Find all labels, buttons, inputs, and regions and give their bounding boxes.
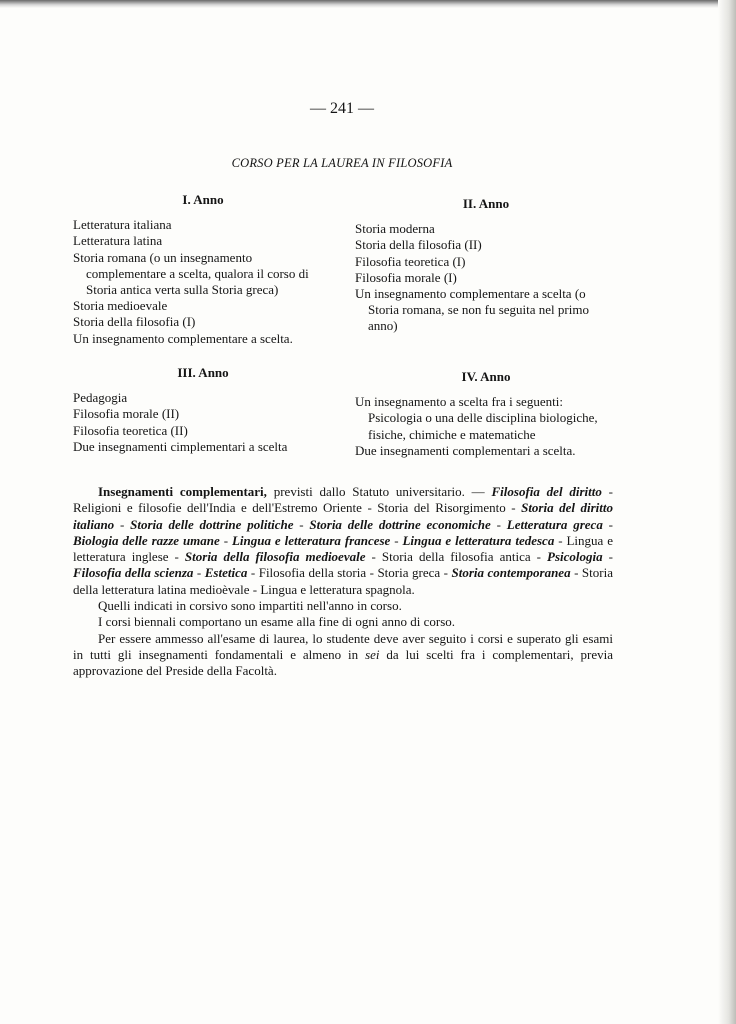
complementari-paragraph <box>73 484 613 598</box>
course-item: Filosofia teoretica (II) <box>73 422 188 438</box>
text-segment: - <box>114 516 131 532</box>
course-item: Letteratura latina <box>73 233 163 249</box>
year-heading: IV. Anno <box>461 369 511 384</box>
year-heading: III. Anno <box>177 365 229 380</box>
text-segment: da lui scelti fra i complementari, previa approvazione del Preside della Facoltà. <box>73 646 613 679</box>
course-item: Storia della filosofia (I) <box>73 314 196 330</box>
text-segment: - <box>490 516 507 532</box>
course-item: Filosofia teoretica (I) <box>355 253 466 269</box>
text-segment: previsti dallo Statuto universitario. — <box>266 484 492 499</box>
course-name-italic: Estetica <box>204 565 248 581</box>
note-biennali: I corsi biennali comportano un esame alla fine di ogni anno di corso. <box>98 614 456 630</box>
course-name-italic: Storia delle dottrine politiche <box>130 516 294 532</box>
course-item: Filosofia morale (II) <box>73 406 180 422</box>
course-item: Storia medioevale <box>73 298 168 314</box>
final-paragraph <box>73 631 613 680</box>
year-3-block <box>73 365 333 455</box>
course-name-italic: Filosofia del diritto <box>491 484 602 499</box>
year-heading: I. Anno <box>182 192 224 207</box>
text-segment: - Storia della letteratura latina medioèvale - Lingua e letteratura spagnola. <box>73 565 613 597</box>
text-segment: - Religioni e filosofie dell'India e dell'Estremo Oriente - Storia del Risorgimento - <box>73 484 613 516</box>
year-4-block <box>355 369 617 459</box>
page-number: — 241 — <box>310 100 374 117</box>
course-name-italic: Lingua e letteratura tedesca <box>402 532 555 548</box>
scan-right-edge <box>718 0 736 1024</box>
text-segment: - <box>293 516 310 532</box>
course-name-italic: Storia del diritto italiano <box>73 500 613 532</box>
scan-top-edge <box>0 0 736 8</box>
course-item: Un insegnamento a scelta fra i seguenti: Psicologia o una delle disciplina biologiche, fisiche, chimiche e matematiche <box>355 394 598 442</box>
course-item: Storia della filosofia (II) <box>355 237 482 253</box>
course-item: Pedagogia <box>73 390 128 406</box>
course-item: Filosofia morale (I) <box>355 269 457 285</box>
year-1-block <box>73 192 333 347</box>
text-segment: - <box>219 532 232 548</box>
text-segment: - <box>193 565 205 581</box>
text-segment: Per essere ammesso all'esame di laurea, lo studente deve aver seguito i corsi e superato gli esami in tutti gli insegnamenti fondamentali e almeno in <box>73 630 613 662</box>
section-lead: Insegnamenti complementari, <box>98 484 267 499</box>
note-italic: Quelli indicati in corsivo sono impartiti nell'anno in corso. <box>98 598 402 614</box>
year-heading: II. Anno <box>462 196 510 211</box>
text-segment: - <box>390 532 403 548</box>
complementari-section <box>73 484 613 680</box>
text-segment: - <box>602 516 613 532</box>
course-item: Due insegnamenti cimplementari a scelta <box>73 438 288 454</box>
course-name-italic: Biologia delle razze umane <box>73 532 220 548</box>
course-name-italic: Storia contemporanea <box>451 565 571 581</box>
course-name-italic: Storia della filosofia medioevale <box>184 549 366 565</box>
course-name-italic: Psicologia <box>547 549 603 565</box>
course-item: Storia romana (o un insegnamento complementare a scelta, qualora il corso di Storia antica verta sulla Storia greca) <box>73 249 309 298</box>
year-2-block <box>355 196 617 335</box>
course-name-italic: Storia delle dottrine economiche <box>309 516 491 532</box>
course-item: Letteratura italiana <box>73 217 172 233</box>
course-item: Un insegnamento complementare a scelta. <box>73 330 293 346</box>
course-name-italic: sei <box>365 646 380 662</box>
text-segment: - Filosofia della storia - Storia greca - <box>247 565 452 581</box>
course-item: Storia moderna <box>355 221 435 237</box>
text-segment: - <box>602 549 613 565</box>
course-item: Un insegnamento complementare a scelta (o Storia romana, se non fu seguita nel primo anno) <box>355 286 589 334</box>
text-segment: - Lingua e letteratura inglese - <box>73 532 613 565</box>
course-name-italic: Letteratura greca <box>506 516 603 532</box>
course-name-italic: Lingua e letteratura francese <box>231 532 391 548</box>
page-title: CORSO PER LA LAUREA IN FILOSOFIA <box>231 156 453 170</box>
text-segment: - Storia della filosofia antica - <box>365 549 548 565</box>
course-name-italic: Filosofia della scienza <box>73 565 194 581</box>
course-item: Due insegnamenti complementari a scelta. <box>355 442 576 458</box>
